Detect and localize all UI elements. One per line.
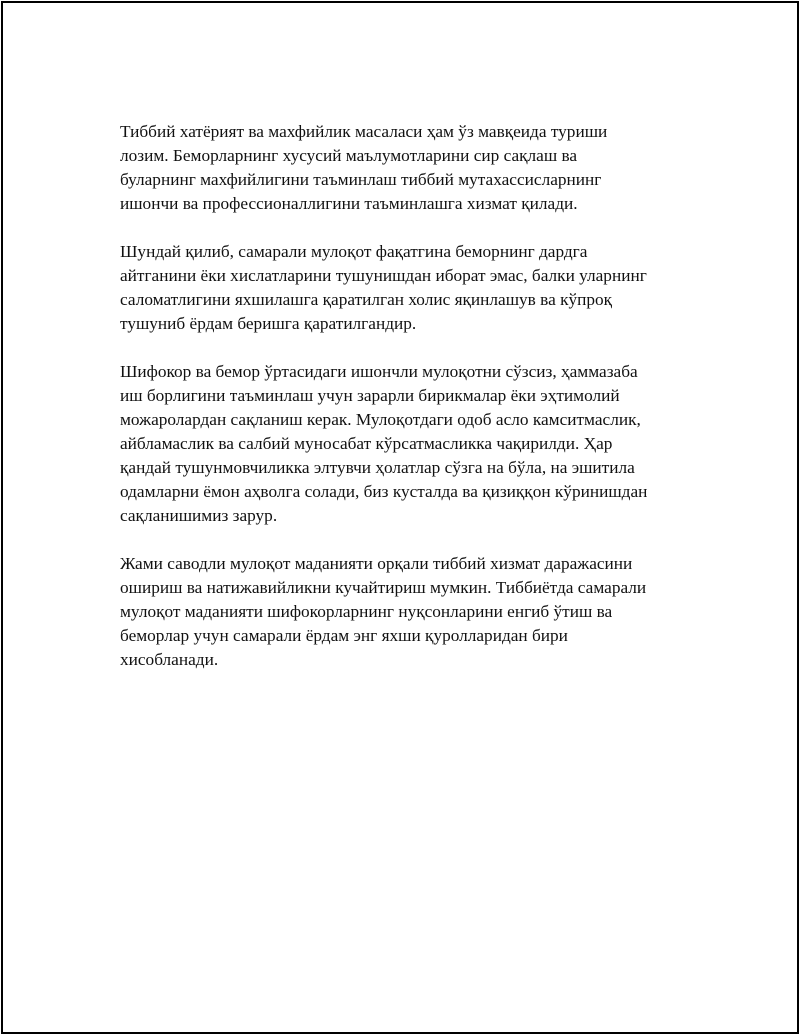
text-line: сақланишимиз зарур. [120,506,278,525]
text-line: Жами саводли мулоқот маданияти орқали тиббий хизмат даражасини [120,554,633,573]
text-line: хисобланади. [120,650,219,669]
text-line: одамларни ёмон аҳволга солади, биз кусталда ва қизиққон кўринишдан [120,482,648,501]
text-line: айбламаслик ва салбий муносабат кўрсатмасликка чақирилди. Ҳар [120,434,613,453]
text-line: мулоқот маданияти шифокорларнинг нуқсонларини енгиб ўтиш ва [120,602,613,621]
text-line: буларнинг махфийлигини таъминлаш тиббий мутахассисларнинг [120,170,602,189]
paragraph-4 [120,552,700,672]
text-line: айтганини ёки хислатларини тушунишдан иборат эмас, балки уларнинг [120,266,647,285]
paragraph-1 [120,120,700,216]
document-page [1,1,799,1034]
text-line: тушуниб ёрдам беришга қаратилгандир. [120,314,417,333]
text-line: беморлар учун самарали ёрдам энг яхши қуролларидан бири [120,626,568,645]
text-line: можаролардан сақланиш керак. Мулоқотдаги одоб асло камситмаслик, [120,410,641,429]
text-line: қандай тушунмовчиликка элтувчи ҳолатлар сўзга на бўла, на эшитила [120,458,635,477]
text-line: Шундай қилиб, самарали мулоқот фақатгина беморнинг дардга [120,242,588,261]
text-line: Шифокор ва бемор ўртасидаги ишончли мулоқотни сўзсиз, ҳаммазаба [120,362,638,381]
text-line: ошириш ва натижавийликни кучайтириш мумкин. Тиббиётда самарали [120,578,647,597]
text-line: лозим. Беморларнинг хусусий маълумотларини сир сақлаш ва [120,146,578,165]
document-body [120,120,700,696]
text-line: саломатлигини яхшилашга қаратилган холис яқинлашув ва кўпроқ [120,290,613,309]
paragraph-2 [120,240,700,336]
paragraph-3 [120,360,700,528]
text-line: ишончи ва профессионаллигини таъминлашга хизмат қилади. [120,194,578,213]
text-line: иш борлигини таъминлаш учун зарарли бирикмалар ёки эҳтимолий [120,386,620,405]
text-line: Тиббий хатёрият ва махфийлик масаласи ҳам ўз мавқеида туриши [120,122,608,141]
